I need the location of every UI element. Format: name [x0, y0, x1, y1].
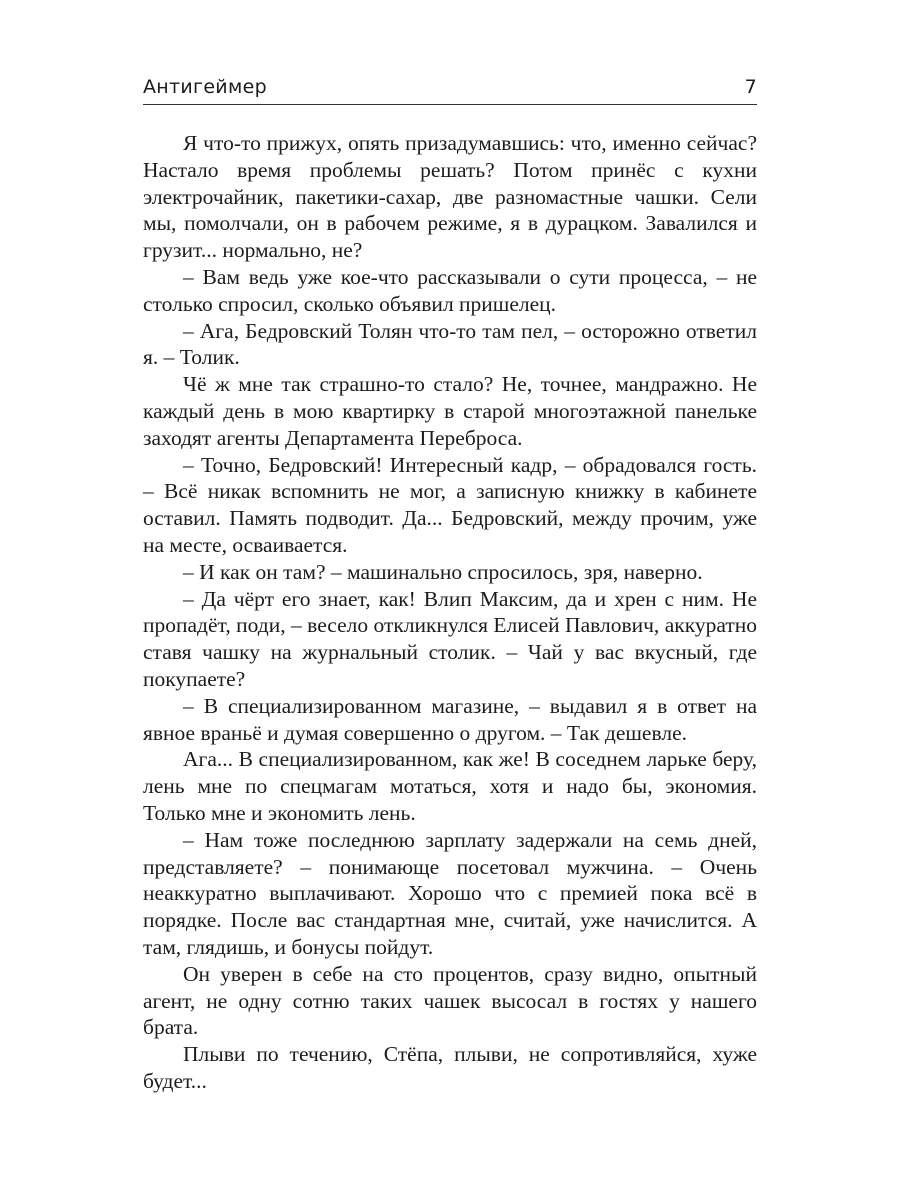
paragraph: – Да чёрт его знает, как! Влип Максим, да и хрен с ним. Не пропадёт, поди, – весело откликнулся Елисей Павлович, аккуратно ставя чашку на журнальный столик. – Чай у вас вкусный, где покупаете?: [143, 586, 757, 691]
paragraph: – Точно, Бедровский! Интересный кадр, – обрадовался гость. – Всё никак вспомнить не мог, а записную книжку в кабинете оставил. Память подводит. Да... Бедровский, между прочим, уже на месте, осваивается.: [143, 452, 757, 557]
paragraph: Чё ж мне так страшно-то стало? Не, точнее, мандражно. Не каждый день в мою квартирку в старой многоэтажной панельке заходят агенты Департамента Переброса.: [143, 372, 757, 450]
running-header: [143, 74, 757, 105]
book-title: Антигеймер: [143, 76, 267, 98]
paragraph: Он уверен в себе на сто процентов, сразу видно, опытный агент, не одну сотню таких чашек высосал в гостях у нашего брата.: [143, 961, 757, 1040]
paragraph: – Вам ведь уже кое-что рассказывали о сути процесса, – не столько спросил, сколько объявил пришелец.: [143, 264, 757, 316]
paragraph: Плыви по течению, Стёпа, плыви, не сопротивляйся, хуже будет...: [143, 1042, 757, 1093]
paragraph: Ага... В специализированном, как же! В соседнем ларьке беру, лень мне по спецмагам мотаться, хотя и надо бы, экономия. Только мне и экономить лень.: [143, 747, 757, 825]
paragraph: – Ага, Бедровский Толян что-то там пел, – осторожно ответил я. – Толик.: [143, 318, 757, 370]
paragraph: Я что-то прижух, опять призадумавшись: что, именно сейчас? Настало время проблемы решать? Потом принёс с кухни электрочайник, пакетики-сахар, две разномастные чашки. Сели мы, помолчали, он в рабочем режиме, я в дурацком. Завалился и грузит... нормально, не?: [143, 131, 757, 263]
paragraph: – В специализированном магазине, – выдавил я в ответ на явное враньё и думая совершенно о другом. – Так дешевле.: [143, 693, 757, 745]
page-number: 7: [744, 76, 757, 98]
body-text: [143, 130, 757, 1095]
paragraph: – И как он там? – машинально спросилось, зря, наверно.: [183, 559, 703, 584]
paragraph: – Нам тоже последнюю зарплату задержали на семь дней, представляете? – понимающе посетовал мужчина. – Очень неаккуратно выплачивают. Хорошо что с премией пока всё в порядке. После вас стандартная мне, считай, уже начислится. А там, глядишь, и бонусы пойдут.: [143, 827, 757, 959]
